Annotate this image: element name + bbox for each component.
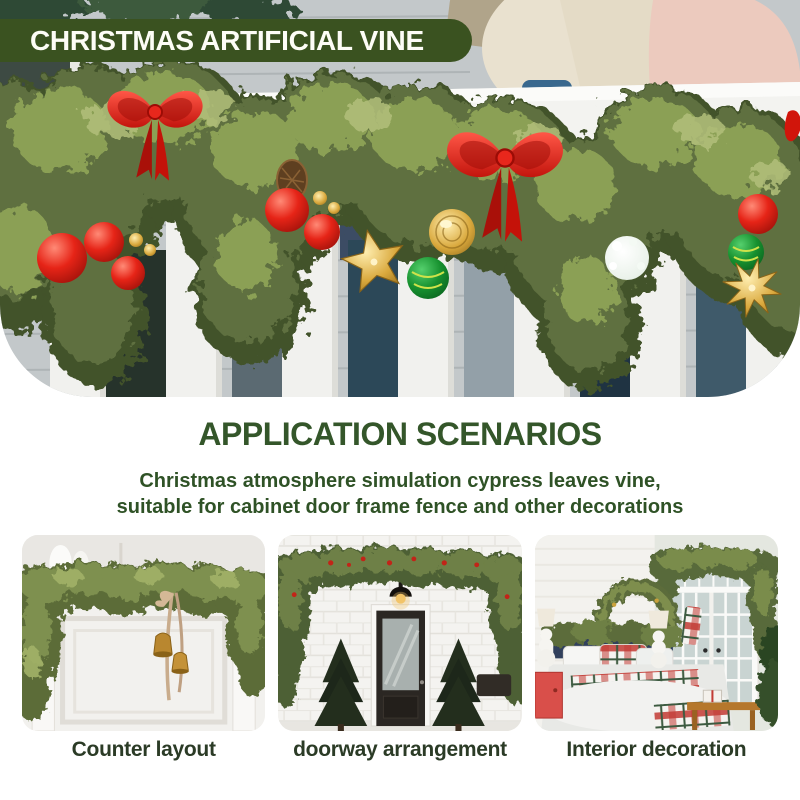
scenario-thumbnails [22, 535, 778, 731]
door-knob [716, 648, 720, 652]
mailbox [477, 674, 511, 696]
banner-title: CHRISTMAS ARTIFICIAL VINE [30, 24, 424, 56]
red-ball-ornament [37, 233, 87, 283]
gold-disc-bell [429, 209, 475, 255]
door-handle [420, 680, 424, 684]
scenario-image-counter [22, 535, 265, 731]
red-nightstand [535, 672, 562, 718]
caption-doorway-arrangement: doorway arrangement [293, 738, 507, 761]
scenario-image-interior [535, 535, 778, 731]
door-panel [384, 696, 418, 718]
brass-bell [153, 633, 172, 657]
interior-scene [535, 535, 778, 731]
brass-bell [172, 652, 189, 673]
caption-interior-decoration: Interior decoration [566, 738, 747, 761]
caption-counter-layout: Counter layout [71, 738, 216, 761]
red-ball-ornament [265, 188, 309, 232]
gold-jingle-bell [129, 233, 143, 247]
red-ball-ornament [304, 214, 340, 250]
door-knob [703, 648, 707, 652]
section-subtitle [0, 468, 800, 520]
red-ball-ornament [111, 256, 145, 290]
subtitle-line-1: Christmas atmosphere simulation cypress leaves vine, [139, 470, 661, 492]
scenario-image-doorway [278, 535, 521, 731]
gold-jingle-bell [313, 191, 327, 205]
green-ball-ornament [407, 257, 449, 299]
snowball-ornament [605, 236, 649, 280]
gold-jingle-bell [328, 202, 340, 214]
doorway-scene [278, 535, 521, 731]
gold-jingle-bell [144, 244, 156, 256]
title-banner [0, 19, 472, 62]
counter-scene [22, 535, 265, 731]
red-ball-ornament [738, 194, 778, 234]
subtitle-line-2: suitable for cabinet door frame fence and other decorations [116, 496, 684, 518]
section-heading: APPLICATION SCENARIOS [198, 416, 602, 452]
scenario-captions [22, 738, 778, 762]
red-ball-ornament [84, 222, 124, 262]
